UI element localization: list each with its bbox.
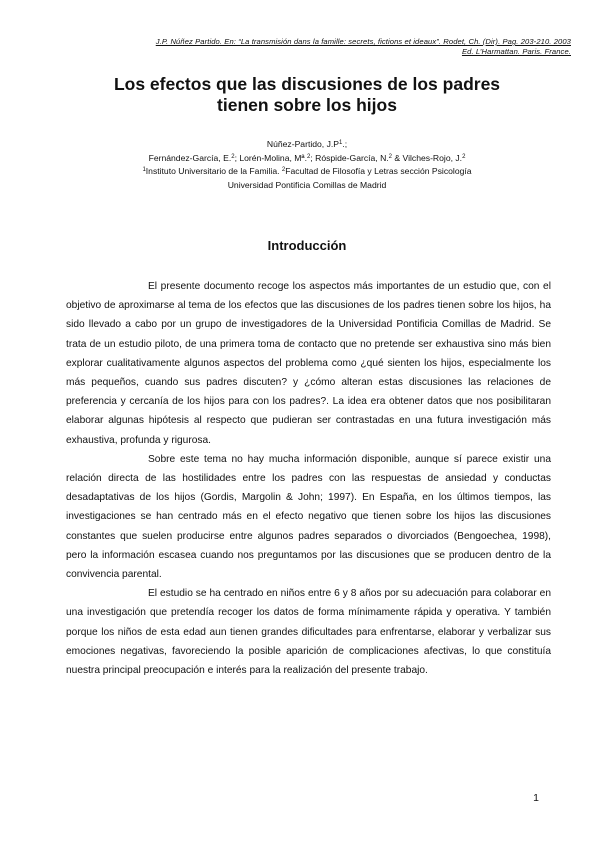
paragraph: El estudio se ha centrado en niños entre 6 y 8 años por su adecuación para colaborar en una investigación que pretendía recoger los datos de forma mínimamente rápida y operativa. Y también porque los niños de esta edad aun tienen grandes dificultades para enfrentarse, elaborar y verbalizar sus emociones negativas, favoreciendo la posible aparición de complicaciones afectivas, lo que constituía nuestra principal preocupación e interés para la realización del presente trabajo.	[66, 588, 551, 677]
citation-line-1: J.P. Núñez Partido. En: “La transmisión dans la famille: secrets, fictions et ideaux”. Rodet, Ch. (Dir). Pag. 203-210. 2003	[155, 37, 571, 46]
author-2: Fernández-García, E.	[148, 152, 232, 163]
author-5: & Vilches-Rojo, J.	[392, 152, 463, 163]
author-block	[60, 138, 554, 192]
paper-title	[60, 74, 554, 116]
paragraph: El presente documento recoge los aspectos más importantes de un estudio que, con el objetivo de aproximarse al tema de los efectos que las discusiones de los padres tienen sobre los hijos, ha sido llevado a cabo por un grupo de investigadores de la Universidad Pontificia Comillas de Madrid. Se trata de un estudio piloto, de una primera toma de contacto que no pretende ser exhaustiva sino más bien explorar cualitativamente algunos aspectos del problema como ¿qué sienten los hijos, especialmente los más pequeños, cuando sus padres discuten? y ¿cómo alteran estas discusiones las relaciones de preferencia y cercanía de los hijos para con los padres?. La idea era obtener datos que nos posibilitaran elaborar algunas hipótesis al respecto que pudieran ser contrastadas en una futura investigación más exhaustiva, profunda y rigurosa.	[66, 281, 551, 446]
citation-header	[120, 37, 571, 56]
section-heading: Introducción	[267, 238, 347, 253]
university-line: Universidad Pontificia Comillas de Madrid	[227, 179, 387, 190]
author-separator: .;	[342, 139, 348, 149]
citation-line-2: Ed. L’Harmattan. Paris. France.	[461, 46, 571, 56]
page-number: 1	[533, 792, 539, 804]
author-3: ; Lorén-Molina, Mª.	[234, 152, 307, 163]
paragraph: Sobre este tema no hay mucha información disponible, aunque sí parece existir una relación directa de las hostilidades entre los padres con las respuestas de ansiedad y conductas desadaptativas de los hijos (Gordis, Margolin & John; 1997). En España, en los últimos tiempos, las investigaciones se han centrado más en el efecto negativo que tienen sobre los hijos las discusiones constantes que suelen producirse entre algunos padres separados o divorciados (Bengoechea, 1998), pero la información escasea cuando nos preguntamos por las discusiones que se producen dentro de la convivencia parental.	[66, 453, 551, 581]
author-1: Núñez-Partido, J.P	[266, 139, 339, 149]
affiliation-mark: 2	[281, 167, 286, 173]
affiliation-mark: 1	[339, 140, 343, 146]
title-line-1: Los efectos que las discusiones de los padres	[113, 74, 501, 94]
affiliation-mark: 2	[307, 153, 311, 160]
affiliation-mark: 2	[388, 153, 393, 160]
affiliation-mark: 1	[142, 167, 146, 173]
title-line-2: tienen sobre los hijos	[217, 95, 397, 115]
author-line-2	[60, 152, 554, 166]
affiliation-2: Facultad de Filosofía y Letras sección Psicología	[285, 166, 472, 176]
affiliation-line	[60, 165, 554, 179]
author-4: ; Róspide-García, N.	[310, 152, 389, 163]
affiliation-mark: 2	[462, 153, 466, 160]
author-line-1	[60, 138, 554, 152]
affiliation-1: Instituto Universitario de la Familia.	[145, 166, 280, 176]
body-text	[66, 277, 551, 680]
affiliation-mark: 2	[231, 153, 235, 160]
